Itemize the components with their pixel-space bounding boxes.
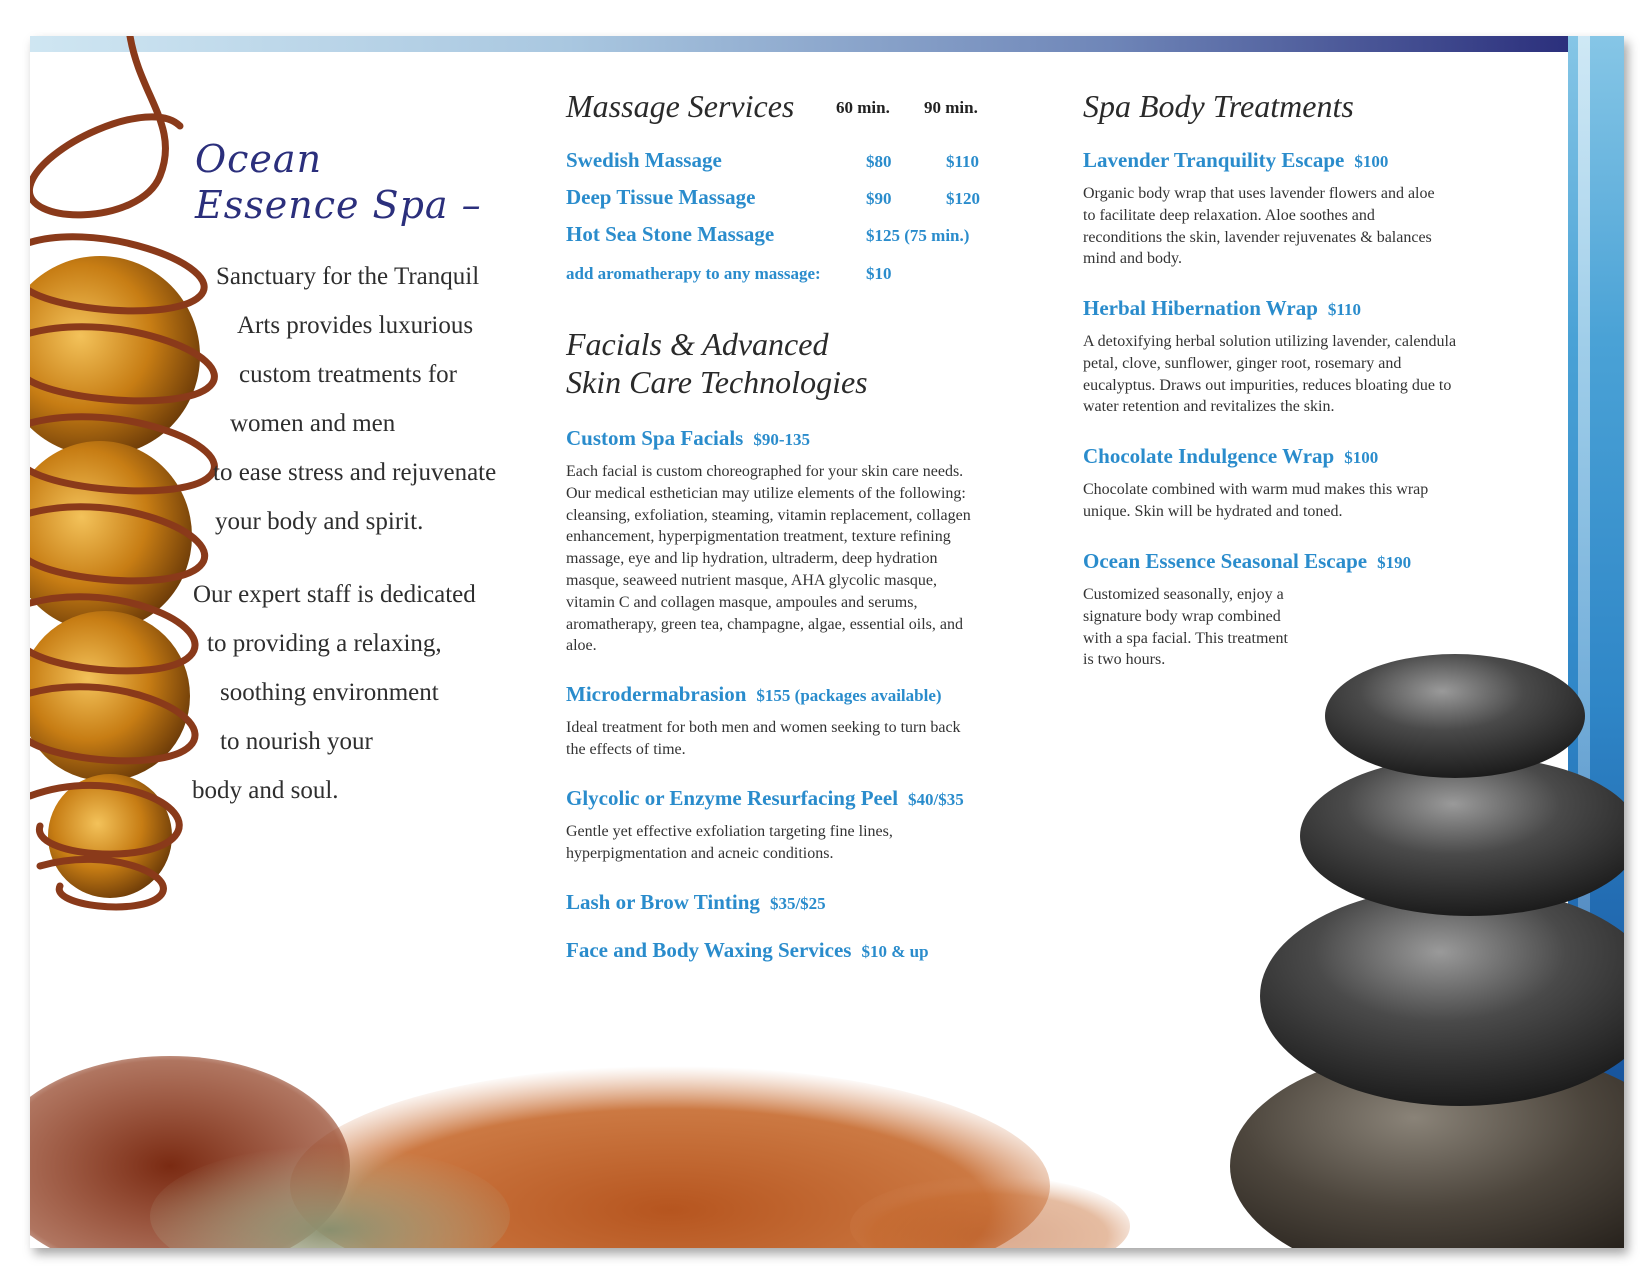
body-item-title: Herbal Hibernation Wrap $110 xyxy=(1083,296,1361,320)
intro-line: custom treatments for xyxy=(239,361,457,388)
spice-powder-image xyxy=(30,986,1230,1248)
body-item-desc: A detoxifying herbal solution utilizing lavender, calendula petal, clove, sunflower, ginger root, rosemary and eucalyptus. Draws out impurities, reduces bloating due to water retention and revitalizes the skin. xyxy=(1083,333,1457,416)
intro-line: women and men xyxy=(230,410,396,437)
brochure-sheet xyxy=(30,36,1624,1248)
massage-price-60: $125 (75 min.) xyxy=(866,226,970,245)
intro-line: your body and spirit. xyxy=(215,508,424,535)
intro-line: Sanctuary for the Tranquil xyxy=(216,263,480,290)
facial-item-desc: Ideal treatment for both men and women seeking to turn back the effects of time. xyxy=(566,719,961,758)
massage-heading: Massage Services xyxy=(566,88,795,124)
facial-item-desc: Gentle yet effective exfoliation targeting fine lines, hyperpigmentation and acneic conditions. xyxy=(566,823,893,862)
facial-item-title: Microdermabrasion $155 (packages available) xyxy=(566,682,942,706)
spa-title-line1: Ocean xyxy=(195,137,323,181)
facials-heading-line1: Facials & Advanced xyxy=(566,326,829,362)
facials-heading-line2: Skin Care Technologies xyxy=(566,364,868,400)
intro-line: Arts provides luxurious xyxy=(237,312,474,339)
spa-title xyxy=(195,136,482,228)
facial-item-title: Custom Spa Facials $90-135 xyxy=(566,426,811,450)
body-item-desc: Organic body wrap that uses lavender flowers and aloe to facilitate deep relaxation. Aloe soothes and reconditions the skin, lavender rejuvenates & balances mind and body. xyxy=(1083,185,1435,268)
col-60min: 60 min. xyxy=(836,98,890,117)
spa-title-line2: Essence Spa – xyxy=(195,183,482,227)
staff-line: Our expert staff is dedicated xyxy=(193,581,476,608)
staff-line: to providing a relaxing, xyxy=(207,630,442,657)
massage-price-60: $90 xyxy=(866,189,892,208)
staff-line: body and soul. xyxy=(192,777,339,804)
facial-item-title: Lash or Brow Tinting $35/$25 xyxy=(566,890,826,914)
facial-item-title: Face and Body Waxing Services $10 & up xyxy=(566,938,929,962)
body-item-title: Ocean Essence Seasonal Escape $190 xyxy=(1083,549,1412,573)
col-90min: 90 min. xyxy=(924,98,978,117)
body-heading: Spa Body Treatments xyxy=(1083,88,1354,124)
body-item-title: Chocolate Indulgence Wrap $100 xyxy=(1083,444,1379,468)
facial-item-desc: Each facial is custom choreographed for your skin care needs. Our medical esthetician may utilize elements of the following: cleansing, exfoliation, steaming, vitamin replacement, collagen enhancement, hyperpigmentation treatment, texture refining massage, eye and lip hydration, ultraderm, deep hydration masque, seaweed nutrient masque, AHA glycolic masque, vitamin C and collagen masque, ampoules and serums, aromatherapy, green tea, champagne, algae, essential oils, and aloe. xyxy=(566,463,971,655)
staff-line: to nourish your xyxy=(220,728,373,755)
body-item-desc: Chocolate combined with warm mud makes this wrap unique. Skin will be hydrated and toned. xyxy=(1083,481,1429,520)
top-gradient-bar xyxy=(30,36,1570,52)
aromatherapy-addon-label: add aromatherapy to any massage: xyxy=(566,264,821,283)
aromatherapy-addon-price: $10 xyxy=(866,264,892,283)
body-item-desc: Customized seasonally, enjoy a signature body wrap combined with a spa facial. This treatment is two hours. xyxy=(1083,586,1288,669)
massage-row-name: Hot Sea Stone Massage xyxy=(566,222,775,246)
facial-item-title: Glycolic or Enzyme Resurfacing Peel $40/$35 xyxy=(566,786,964,810)
massage-price-90: $120 xyxy=(946,189,980,208)
massage-price-90: $110 xyxy=(946,152,980,171)
intro-line: to ease stress and rejuvenate xyxy=(213,459,497,486)
stacked-stones-image xyxy=(1170,636,1624,1248)
massage-row-name: Deep Tissue Massage xyxy=(566,185,756,209)
massage-price-60: $80 xyxy=(866,152,892,171)
massage-row-name: Swedish Massage xyxy=(566,148,722,172)
body-item-title: Lavender Tranquility Escape $100 xyxy=(1083,148,1389,172)
staff-line: soothing environment xyxy=(220,679,439,706)
